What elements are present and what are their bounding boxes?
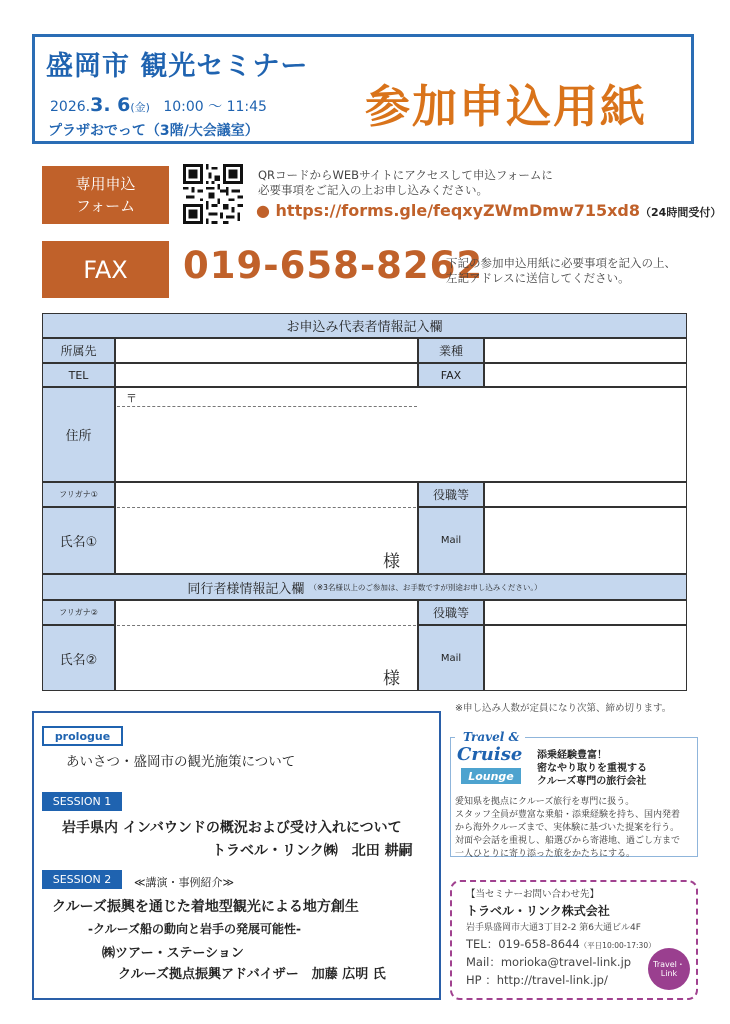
fax-field-label: FAX (418, 363, 484, 387)
form-url-link[interactable]: ● https://forms.gle/feqxyZWmDmw715xd8 (256, 201, 641, 220)
logo-line2: Cruise (457, 744, 523, 765)
mail2-label: Mail (418, 625, 484, 691)
logo-line1: Travel & (463, 730, 520, 744)
qr-note-line2: 必要事項をご記入の上お申し込みください。 (258, 183, 488, 197)
contact-tel-line (466, 936, 656, 952)
web-form-label-line1: 専用申込 (75, 175, 136, 193)
prologue-text: あいさつ・盛岡市の観光施策について (66, 754, 296, 770)
address-label: 住所 (42, 387, 115, 482)
session2-speaker: クルーズ拠点振興アドバイザー 加藤 広明 氏 (118, 967, 386, 982)
company-tagline3: クルーズ専門の旅行会社 (537, 776, 647, 787)
name1-label: 氏名① (42, 507, 115, 574)
furigana2-label: フリガナ② (42, 600, 115, 625)
session2-subtitle: -クルーズ船の動向と岩手の発展可能性- (88, 922, 302, 936)
company-tagline1: 添乗経験豊富！ (537, 750, 607, 761)
session1-title: 岩手県内 インバウンドの概況および受け入れについて (62, 820, 402, 836)
travel-cruise-lounge-logo (455, 728, 525, 788)
company-desc1: 愛知県を拠点にクルーズ旅行を専門に扱う。 (455, 797, 635, 807)
session2-organization: ㈱ツアー・ステーション (102, 946, 244, 961)
contact-heading: 【当セミナーお問い合わせ先】 (466, 889, 600, 900)
session2-tag: SESSION 2 (42, 870, 122, 889)
qr-note-line1: QRコードからWEBサイトにアクセスして申込フォームに (258, 168, 553, 182)
fax-note-line2: 左記アドレスに送信してください。 (446, 271, 630, 285)
contact-tel: TEL：019-658-8644 (466, 937, 580, 951)
contact-tel-hours: （平日10:00-17:30） (579, 941, 656, 950)
company-desc3: から海外クルーズまで、実体験に基づいた提案を行う。 (455, 823, 680, 833)
fax-note-line1: 下記の参加申込用紙に必要事項を記入の上、 (446, 256, 676, 270)
name2-honorific: 様 (383, 669, 400, 689)
name1-honorific: 様 (383, 552, 400, 572)
fax-field[interactable] (484, 363, 687, 387)
session2-title: クルーズ振興を通じた着地型観光による地方創生 (52, 899, 359, 915)
postal-mark: 〒 (126, 392, 137, 405)
position1-field[interactable] (484, 482, 687, 507)
session2-kind: ≪講演・事例紹介≫ (134, 876, 235, 889)
affiliation-label: 所属先 (42, 338, 115, 363)
furigana1-label: フリガナ① (42, 482, 115, 507)
representative-section-header: お申込み代表者情報記入欄 (42, 313, 687, 338)
address-field[interactable] (115, 387, 687, 482)
seminar-title: 盛岡市 観光セミナー (46, 51, 309, 82)
prologue-tag: prologue (42, 726, 123, 746)
tel-label: TEL (42, 363, 115, 387)
company-desc2: スタッフ全員が豊富な乗船・添乗経験を持ち、国内発着 (455, 810, 681, 820)
logo-line3: Lounge (461, 768, 521, 784)
form-url-line (256, 201, 721, 220)
furigana2-dashed-line (117, 625, 416, 626)
web-form-label (42, 166, 169, 224)
deadline-note: ※申し込み人数が定員になり次第、締め切ります。 (455, 703, 672, 714)
industry-label: 業種 (418, 338, 484, 363)
tel-field[interactable] (115, 363, 418, 387)
contact-mail[interactable]: Mail：morioka@travel-link.jp (466, 955, 632, 969)
position1-label: 役職等 (418, 482, 484, 507)
contact-homepage[interactable]: HP ：http://travel-link.jp/ (466, 973, 608, 987)
qr-code-icon[interactable] (183, 164, 243, 224)
form-title: 参加申込用紙 (365, 80, 648, 133)
date-weekday: (金) (130, 101, 150, 114)
date-month-day: 3. 6 (90, 94, 131, 116)
company-desc5: 一人ひとりに寄り添った旅をかたちにする。 (455, 849, 636, 859)
mail1-label: Mail (418, 507, 484, 574)
name1-field[interactable] (115, 482, 418, 574)
name2-field[interactable] (115, 600, 418, 691)
travel-link-logo: Travel・Link (648, 948, 690, 990)
web-form-label-line2: フォーム (75, 197, 136, 215)
companion-section-header (42, 574, 687, 600)
postal-dashed-line (117, 406, 417, 407)
seminar-date (50, 94, 267, 116)
fax-number: 019-658-8262 (183, 244, 484, 287)
furigana1-dashed-line (117, 507, 416, 508)
date-year: 2026. (50, 99, 91, 115)
name2-label: 氏名② (42, 625, 115, 691)
companion-header-note: （※3名様以上のご参加は、お手数ですが別途お申し込みください。） (309, 582, 542, 592)
session1-tag: SESSION 1 (42, 792, 122, 811)
contact-company: トラベル・リンク株式会社 (466, 904, 610, 918)
affiliation-field[interactable] (115, 338, 418, 363)
company-desc4: 対面や会話を重視し、船選びから寄港地、過ごし方まで (455, 836, 681, 846)
contact-address: 岩手県盛岡市大通3丁目2-2 第6大通ビル4F (466, 923, 641, 933)
date-time: 10:00 ～ 11:45 (163, 99, 267, 115)
mail1-field[interactable] (484, 507, 687, 574)
position2-label: 役職等 (418, 600, 484, 625)
seminar-venue: プラザおでって（3階/大会議室） (48, 123, 259, 139)
mail2-field[interactable] (484, 625, 687, 691)
fax-label: FAX (42, 241, 169, 298)
companion-header-text: 同行者様情報記入欄 (187, 581, 305, 597)
form-url-note: （24時間受付） (640, 206, 722, 219)
session1-speaker: トラベル・リンク㈱ 北田 耕嗣 (212, 843, 413, 859)
position2-field[interactable] (484, 600, 687, 625)
company-tagline2: 密なやり取りを重視する (537, 763, 647, 774)
industry-field[interactable] (484, 338, 687, 363)
